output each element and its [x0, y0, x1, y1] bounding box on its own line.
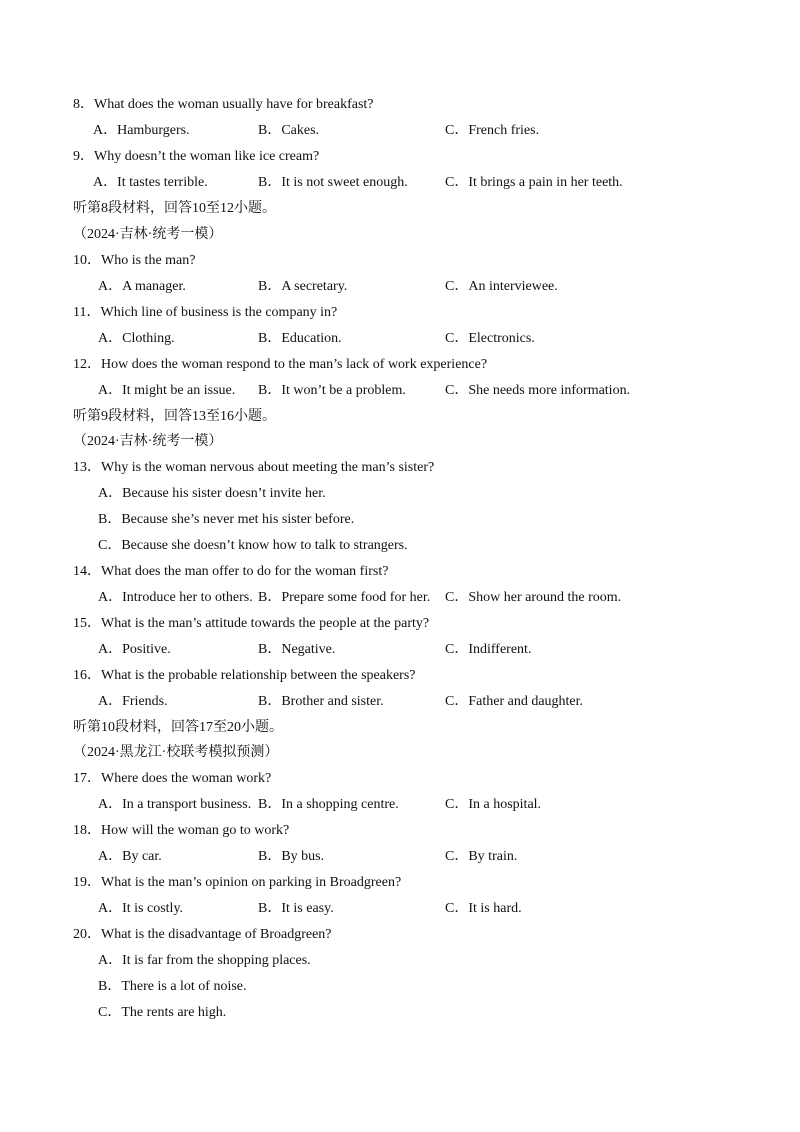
- section-source-9: （2024·吉林·统考一模）: [73, 434, 223, 449]
- question-text: Where does the woman work?: [101, 771, 272, 786]
- option-a[interactable]: A．A manager.: [98, 279, 186, 294]
- question-20: [73, 925, 332, 945]
- question-number: 9．: [73, 149, 94, 164]
- section-heading-8: 听第8段材料，回答10至12小题。: [73, 201, 276, 216]
- question-12: [73, 355, 487, 375]
- options-row-17: [0, 795, 800, 815]
- question-18: [73, 821, 289, 841]
- option-a[interactable]: A．It tastes terrible.: [93, 175, 208, 190]
- question-number: 17．: [73, 771, 101, 786]
- option-c[interactable]: C．Father and daughter.: [445, 694, 584, 709]
- question-number: 20．: [73, 927, 101, 942]
- option-a[interactable]: A．It might be an issue.: [98, 383, 236, 398]
- option-c[interactable]: C．French fries.: [445, 123, 540, 138]
- option-b[interactable]: B．Brother and sister.: [258, 694, 384, 709]
- option-b[interactable]: B．In a shopping centre.: [258, 797, 399, 812]
- question-text: Why doesn’t the woman like ice cream?: [94, 149, 320, 164]
- options-row-9: [0, 173, 800, 193]
- question-number: 19．: [73, 875, 101, 890]
- question-text: What is the man’s attitude towards the people at the party?: [101, 616, 430, 631]
- question-text: What is the man’s opinion on parking in Broadgreen?: [101, 875, 402, 890]
- option-a[interactable]: A．Clothing.: [98, 331, 175, 346]
- options-row-15: [0, 640, 800, 660]
- option-a[interactable]: A．Introduce her to others.: [98, 590, 253, 605]
- option-c[interactable]: C．It is hard.: [445, 901, 522, 916]
- question-15: [73, 614, 429, 634]
- section-source-8: （2024·吉林·统考一模）: [73, 227, 223, 242]
- option-a[interactable]: A．Because his sister doesn’t invite her.: [98, 486, 326, 501]
- option-a[interactable]: A．By car.: [98, 849, 162, 864]
- question-text: Why is the woman nervous about meeting the man’s sister?: [101, 460, 435, 475]
- question-11: [73, 303, 337, 323]
- question-text: Which line of business is the company in?: [100, 305, 338, 320]
- option-c[interactable]: C．The rents are high.: [98, 1005, 227, 1020]
- question-number: 12．: [73, 357, 101, 372]
- option-c[interactable]: C．She needs more information.: [445, 383, 631, 398]
- option-b[interactable]: B．It is not sweet enough.: [258, 175, 408, 190]
- question-8: [73, 95, 374, 115]
- option-b[interactable]: B．Education.: [258, 331, 342, 346]
- question-10: [73, 251, 195, 271]
- question-16: [73, 666, 416, 686]
- option-a[interactable]: A．In a transport business.: [98, 797, 252, 812]
- option-b[interactable]: B．A secretary.: [258, 279, 348, 294]
- option-c[interactable]: C．In a hospital.: [445, 797, 542, 812]
- option-b[interactable]: B．Cakes.: [258, 123, 320, 138]
- question-number: 14．: [73, 564, 101, 579]
- question-number: 15．: [73, 616, 101, 631]
- option-b[interactable]: B．Because she’s never met his sister before.: [98, 512, 355, 527]
- option-c[interactable]: C．It brings a pain in her teeth.: [445, 175, 623, 190]
- options-row-14: [0, 588, 800, 608]
- option-b[interactable]: B．There is a lot of noise.: [98, 979, 247, 994]
- options-row-11: [0, 329, 800, 349]
- question-9: [73, 147, 319, 167]
- question-17: [73, 769, 271, 789]
- options-row-10: [0, 277, 800, 297]
- question-text: Who is the man?: [101, 253, 196, 268]
- question-number: 18．: [73, 823, 101, 838]
- question-text: What is the disadvantage of Broadgreen?: [101, 927, 332, 942]
- option-c[interactable]: C．Show her around the room.: [445, 590, 622, 605]
- question-text: What does the man offer to do for the woman first?: [101, 564, 389, 579]
- options-row-16: [0, 692, 800, 712]
- option-c[interactable]: C．Indifferent.: [445, 642, 532, 657]
- question-number: 16．: [73, 668, 101, 683]
- question-text: How does the woman respond to the man’s lack of work experience?: [101, 357, 488, 372]
- option-a[interactable]: A．Positive.: [98, 642, 171, 657]
- question-text: What does the woman usually have for breakfast?: [94, 97, 374, 112]
- options-row-19: [0, 899, 800, 919]
- question-number: 13．: [73, 460, 101, 475]
- question-text: How will the woman go to work?: [101, 823, 290, 838]
- option-a[interactable]: A．It is far from the shopping places.: [98, 953, 311, 968]
- question-text: What is the probable relationship between the speakers?: [101, 668, 416, 683]
- section-heading-10: 听第10段材料，回答17至20小题。: [73, 720, 283, 735]
- section-source-10: （2024·黑龙江·校联考模拟预测）: [73, 745, 279, 760]
- option-b[interactable]: B．By bus.: [258, 849, 325, 864]
- option-c[interactable]: C．Because she doesn’t know how to talk to strangers.: [98, 538, 408, 553]
- option-a[interactable]: A．Hamburgers.: [93, 123, 190, 138]
- section-heading-9: 听第9段材料，回答13至16小题。: [73, 409, 276, 424]
- option-c[interactable]: C．Electronics.: [445, 331, 535, 346]
- option-b[interactable]: B．It won’t be a problem.: [258, 383, 406, 398]
- option-b[interactable]: B．Prepare some food for her.: [258, 590, 431, 605]
- question-number: 8．: [73, 97, 94, 112]
- options-row-8: [0, 121, 800, 141]
- question-number: 10．: [73, 253, 101, 268]
- option-c[interactable]: C．By train.: [445, 849, 518, 864]
- question-19: [73, 873, 401, 893]
- option-b[interactable]: B．Negative.: [258, 642, 336, 657]
- options-row-18: [0, 847, 800, 867]
- option-b[interactable]: B．It is easy.: [258, 901, 334, 916]
- option-c[interactable]: C．An interviewee.: [445, 279, 558, 294]
- question-14: [73, 562, 388, 582]
- question-number: 11．: [73, 305, 101, 320]
- option-a[interactable]: A．Friends.: [98, 694, 168, 709]
- option-a[interactable]: A．It is costly.: [98, 901, 184, 916]
- question-13: [73, 458, 434, 478]
- options-row-12: [0, 381, 800, 401]
